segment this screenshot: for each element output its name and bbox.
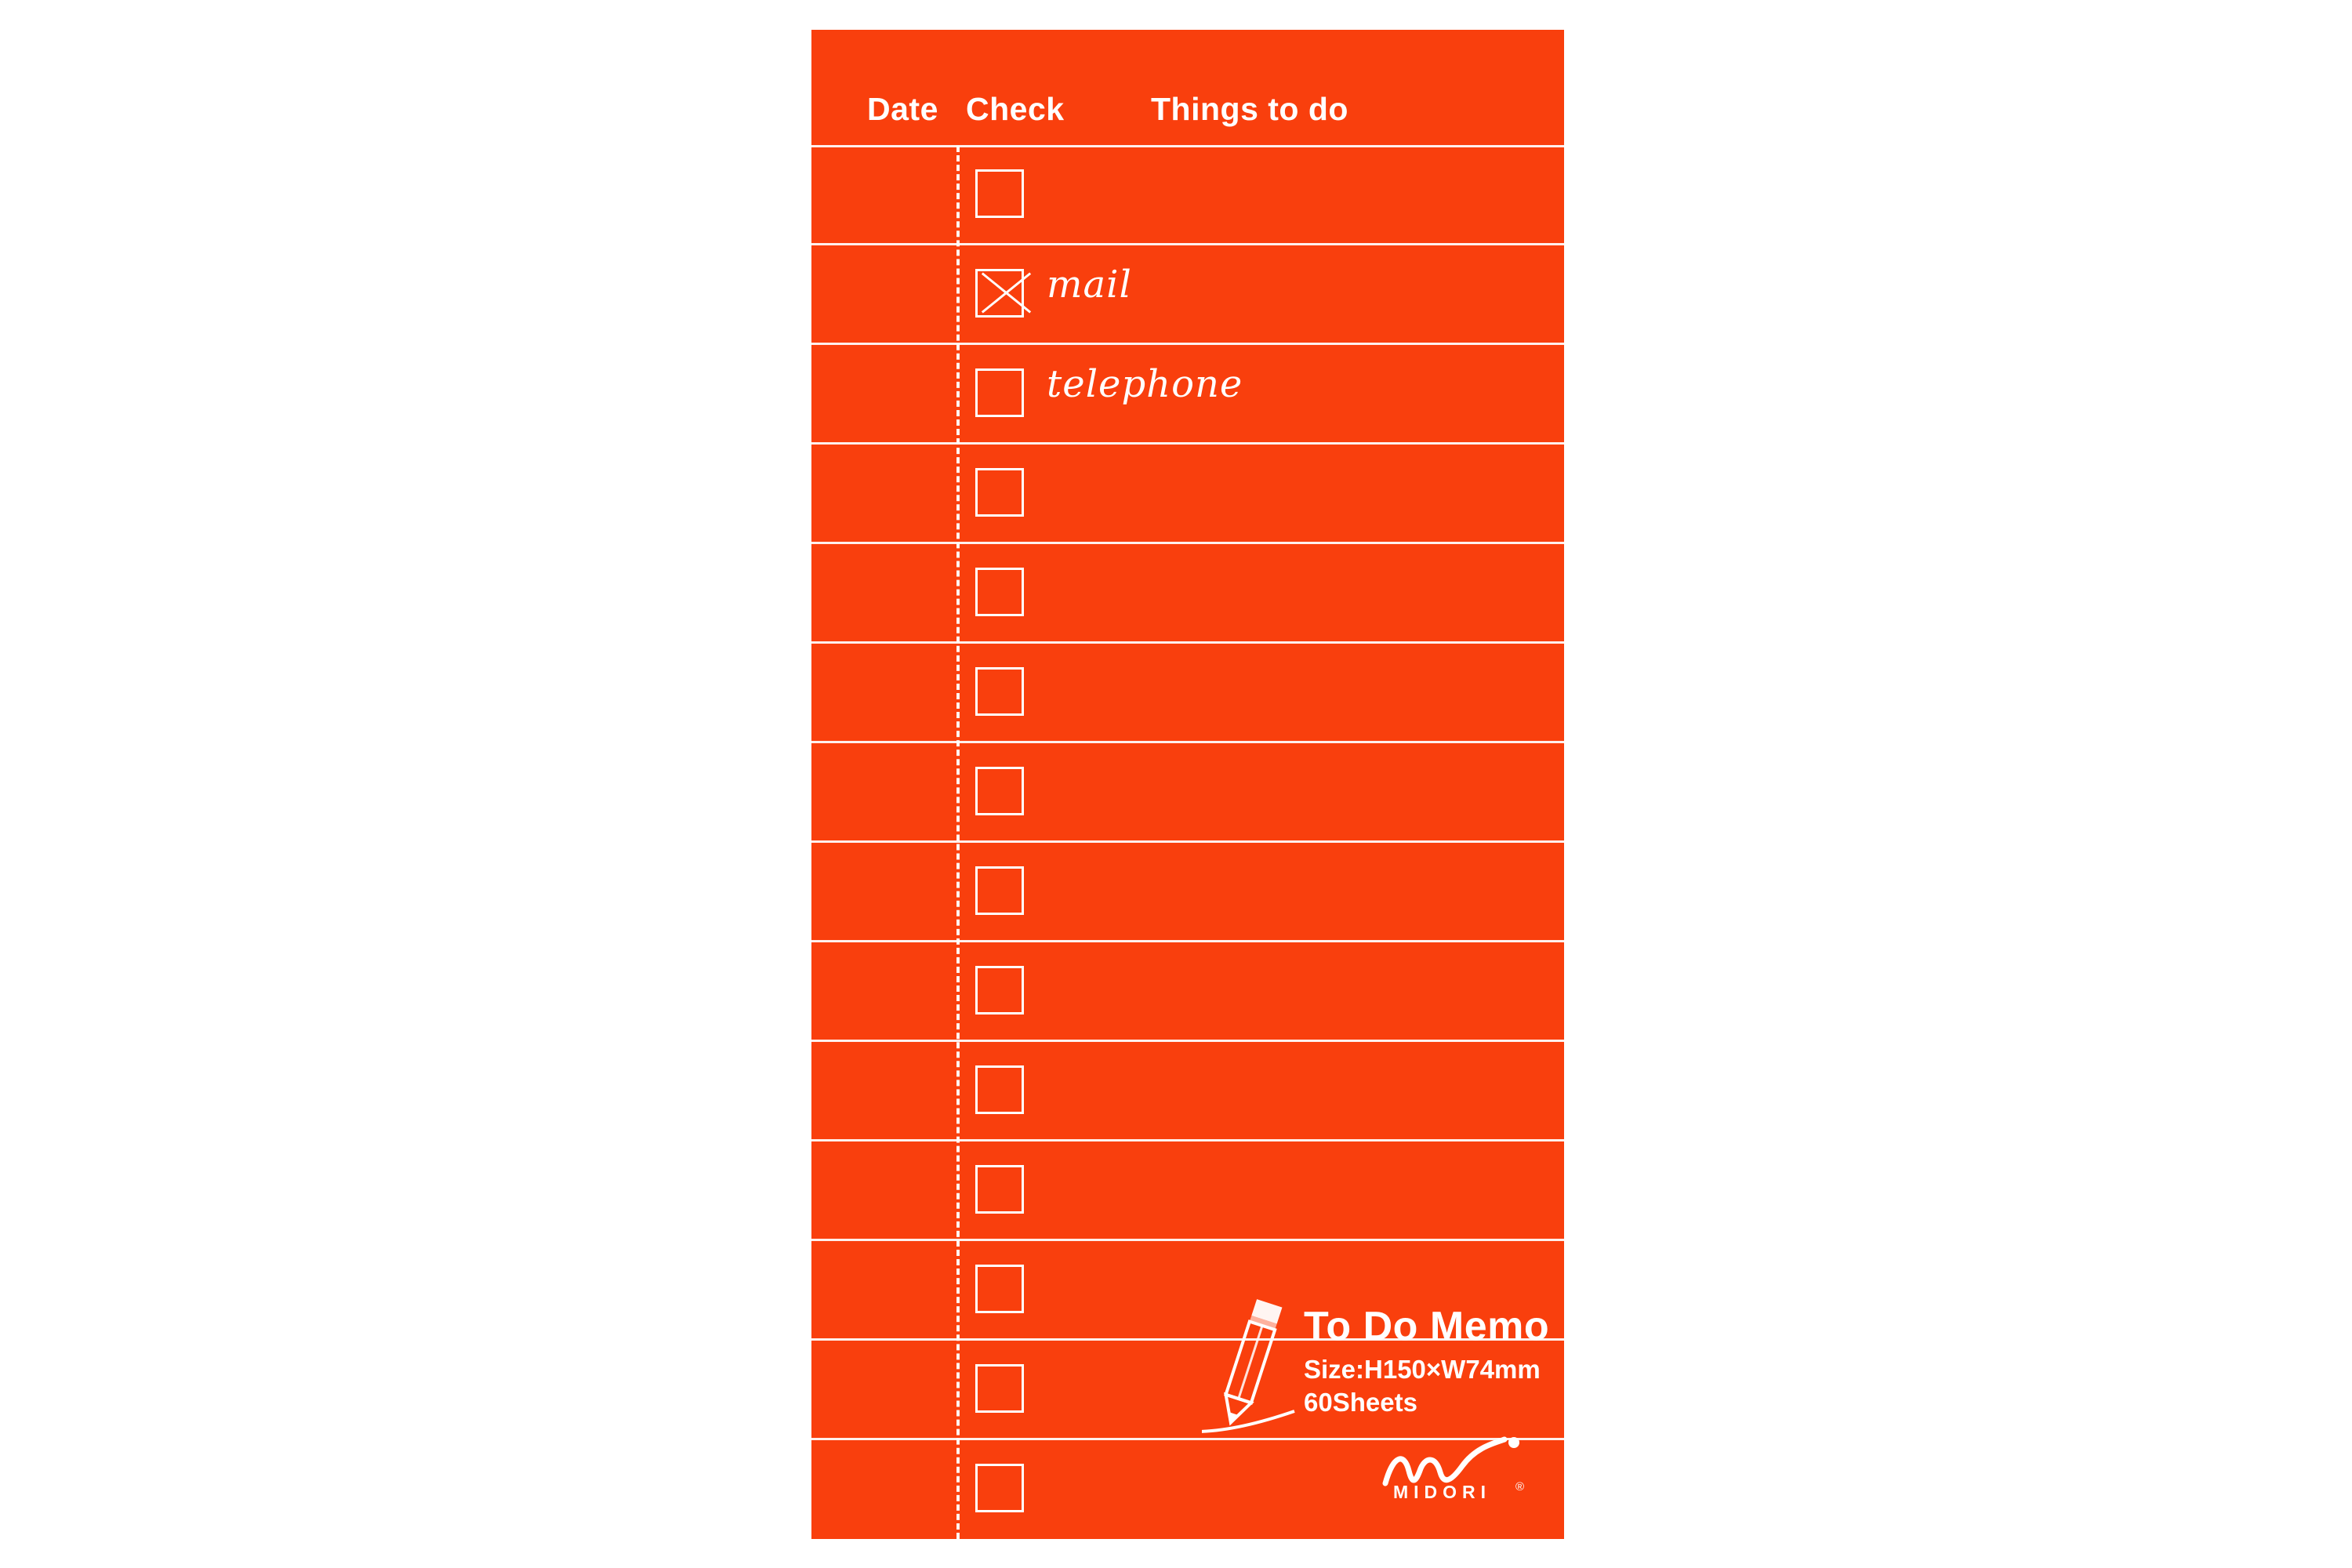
memo-header-row: [811, 30, 1564, 146]
todo-row-label: telephone: [1047, 362, 1243, 406]
checkbox-checked[interactable]: [975, 269, 1024, 318]
product-size: Size:H150×W74mm: [1304, 1355, 1541, 1384]
todo-row: [811, 245, 1564, 345]
column-header-date: Date: [867, 91, 938, 127]
column-header-check: Check: [966, 91, 1065, 127]
product-sheet-count: 60Sheets: [1304, 1388, 1417, 1417]
todo-row: [811, 743, 1564, 843]
todo-row: [811, 644, 1564, 743]
brand-name: MIDORI: [1393, 1482, 1492, 1502]
checkbox[interactable]: [975, 169, 1024, 218]
checkbox[interactable]: [975, 1464, 1024, 1512]
todo-row: [811, 1142, 1564, 1241]
todo-row: [811, 544, 1564, 644]
checkbox[interactable]: [975, 966, 1024, 1014]
todo-memo-sheet: [811, 30, 1564, 1539]
checkbox[interactable]: [975, 1364, 1024, 1413]
column-header-things-to-do: Things to do: [1151, 91, 1348, 127]
todo-row: [811, 843, 1564, 942]
todo-row: [811, 445, 1564, 544]
todo-row: [811, 146, 1564, 245]
checkbox[interactable]: [975, 1065, 1024, 1114]
product-title: To Do Memo: [1304, 1304, 1550, 1349]
product-branding-block: [1202, 1284, 1550, 1519]
checkbox[interactable]: [975, 767, 1024, 815]
todo-row: [811, 1042, 1564, 1142]
checkbox[interactable]: [975, 368, 1024, 417]
todo-row-label: mail: [1047, 263, 1132, 307]
todo-row: [811, 942, 1564, 1042]
checkbox[interactable]: [975, 866, 1024, 915]
checkbox[interactable]: [975, 568, 1024, 616]
todo-row: [811, 345, 1564, 445]
registered-trademark-mark: ®: [1515, 1480, 1525, 1494]
checkbox[interactable]: [975, 468, 1024, 517]
pencil-icon: [1202, 1294, 1296, 1435]
checkbox[interactable]: [975, 1165, 1024, 1214]
checkbox[interactable]: [975, 1265, 1024, 1313]
checkbox[interactable]: [975, 667, 1024, 716]
